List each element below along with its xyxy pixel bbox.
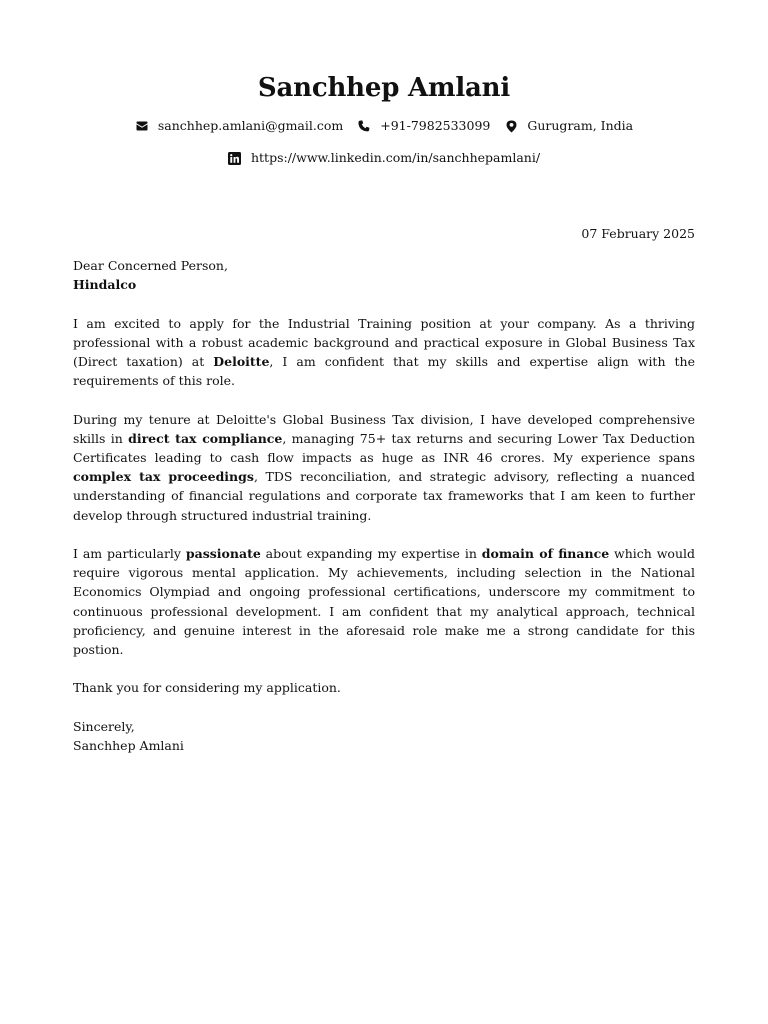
- paragraph-intro: [73, 314, 695, 391]
- paragraph-text: I am particularly: [73, 546, 186, 561]
- paragraph-text: , TDS reconciliation, and strategic advisory, reflecting a nuanced understanding of financial regulations and corporate tax frameworks that I am keen to further develop through structured industrial training.: [73, 469, 695, 523]
- contact-row-secondary: [0, 149, 768, 167]
- emphasis-text: Deloitte: [213, 354, 270, 369]
- envelope-icon: [135, 119, 149, 133]
- paragraph-text: which would require vigorous mental application. My achievements, including selection in the National Economics Olympiad and ongoing professional certifications, underscore my commitment to continuous professional development. I am confident that my analytical approach, technical proficiency, and genuine interest in the aforesaid role make me a strong candidate for this postion.: [73, 546, 695, 658]
- email-text: sanchhep.amlani@gmail.com: [157, 118, 344, 133]
- linkedin-icon: [228, 151, 242, 165]
- contact-location: [504, 117, 633, 135]
- letter-body: [73, 256, 695, 755]
- signature-block: [73, 717, 695, 755]
- contact-email[interactable]: [135, 117, 343, 135]
- phone-text: +91-7982533099: [380, 118, 491, 133]
- contact-phone[interactable]: [357, 117, 490, 135]
- closing: Sincerely,: [73, 718, 135, 734]
- paragraph-text: I am excited to apply for the Industrial Training position at your company. As a thriving professional with a robust academic background and practical exposure in Global Business Tax (Direct taxation) at: [73, 315, 695, 369]
- paragraph-motivation: [73, 544, 695, 659]
- emphasis-text: passionate: [185, 546, 261, 561]
- linkedin-url: https://www.linkedin.com/in/sanchhepamlani/: [250, 150, 541, 165]
- contact-row-primary: [0, 117, 768, 135]
- letter-date: 07 February 2025: [581, 226, 695, 241]
- emphasis-text: complex tax proceedings: [73, 469, 254, 485]
- contact-linkedin[interactable]: [228, 149, 540, 167]
- paragraph-text: , I am confident that my skills and expertise align with the requirements of this role.: [73, 354, 695, 389]
- emphasis-text: domain of finance: [481, 546, 610, 561]
- location-text: Gurugram, India: [527, 118, 634, 133]
- paragraph-text: , managing 75+ tax returns and securing Lower Tax Deduction Certificates leading to cash flow impacts as huge as INR 46 crores. My experience spans: [73, 430, 695, 465]
- map-pin-icon: [504, 119, 518, 133]
- paragraph-text: During my tenure at Deloitte's Global Business Tax division, I have developed comprehensive skills in: [73, 411, 695, 446]
- phone-icon: [357, 119, 371, 133]
- applicant-name: Sanchhep Amlani: [257, 73, 511, 103]
- paragraph-experience: [73, 410, 695, 525]
- company-name: Hindalco: [73, 277, 137, 293]
- salutation: Dear Concerned Person,: [73, 258, 228, 273]
- signature-name: Sanchhep Amlani: [73, 738, 184, 753]
- recipient-company: [73, 275, 695, 294]
- paragraph-text: about expanding my expertise in: [260, 546, 482, 561]
- emphasis-text: direct tax compliance: [128, 430, 283, 446]
- paragraph-thanks: Thank you for considering my application.: [73, 680, 341, 696]
